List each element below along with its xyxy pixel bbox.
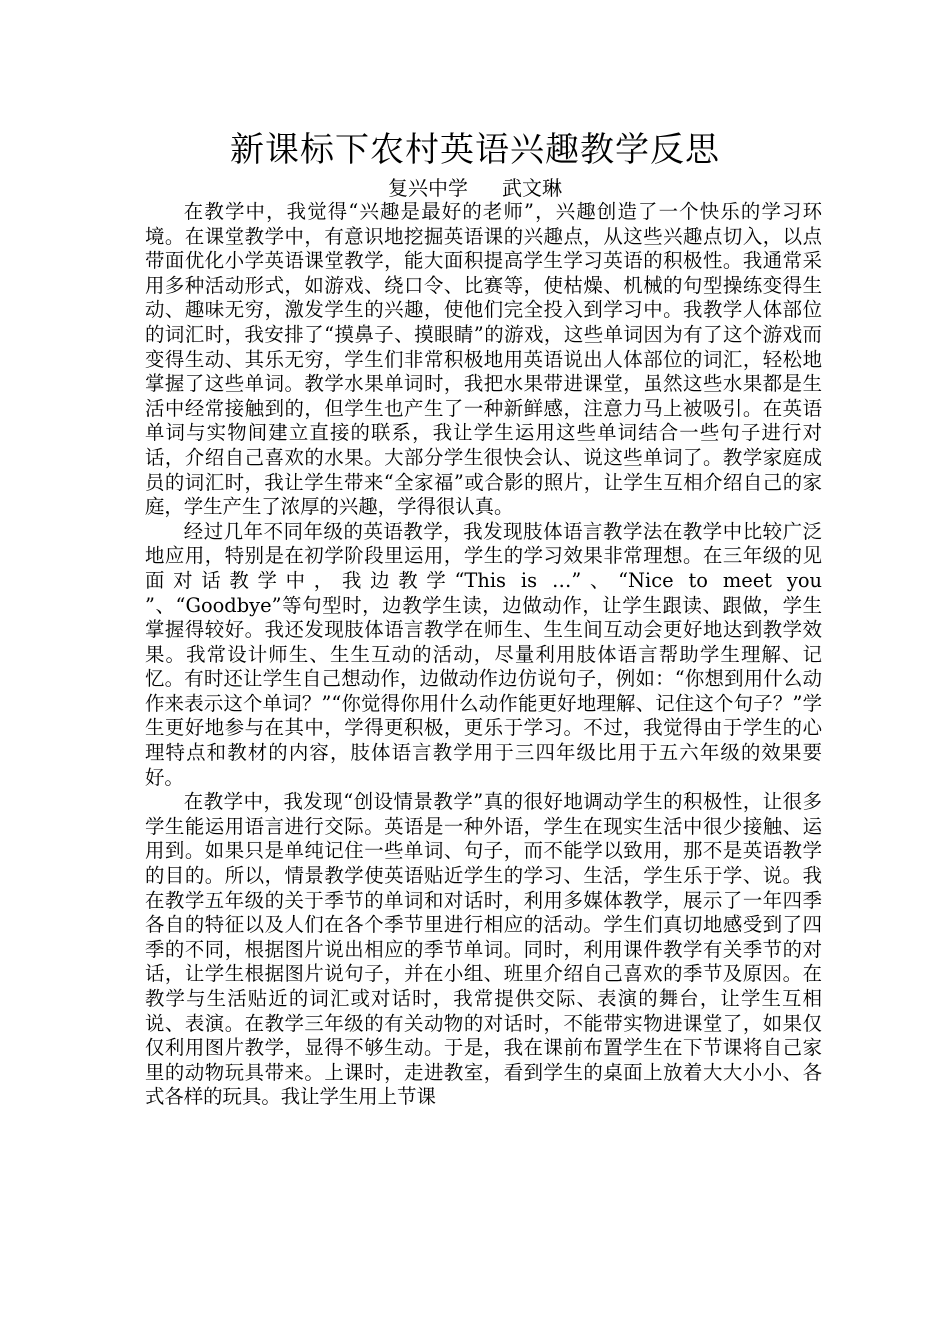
paragraph: 在教学中，我觉得“兴趣是最好的老师”，兴趣创造了一个快乐的学习环境。在课堂教学中，有意识地挖掘英语课的兴趣点，从这些兴趣点切入，以点带面优化小学英语课堂教学，能大面积提高学生学习英语的积极性。我通常采用多种活动形式，如游戏、绕口令、比赛等，使枯燥、机械的句型操练变得生动、趣味无穷，激发学生的兴趣，使他们完全投入到学习中。我教学人体部位的词汇时，我安排了“摸鼻子、摸眼睛”的游戏，这些单词因为有了这个游戏而变得生动、其乐无穷，学生们非常积极地用英语说出人体部位的词汇，轻松地掌握了这些单词。教学水果单词时，我把水果带进课堂，虽然这些水果都是生活中经常接触到的，但学生也产生了一种新鲜感，注意力马上被吸引。在英语单词与实物间建立直接的联系，我让学生运用这些单词结合一些句子进行对话，介绍自己喜欢的水果。大部分学生很快会认、说这些单词了。教学家庭成员的词汇时，我让学生带来“全家福”或合影的照片，让学生互相介绍自己的家庭，学生产生了浓厚的兴趣，学得很认真。 xyxy=(145,200,822,519)
paragraph: 在教学中，我发现“创设情景教学”真的很好地调动学生的积极性，让很多学生能运用语言进行交际。英语是一种外语，学生在现实生活中很少接触、运用到。如果只是单纯记住一些单词、句子，而不能学以致用，那不是英语教学的目的。所以，情景教学使英语贴近学生的学习、生活，学生乐于学、说。我在教学五年级的关于季节的单词和对话时，利用多媒体教学，展示了一年四季各自的特征以及人们在各个季节里进行相应的活动。学生们真切地感受到了四季的不同，根据图片说出相应的季节单词。同时，利用课件教学有关季节的对话，让学生根据图片说句子，并在小组、班里介绍自己喜欢的季节及原因。在教学与生活贴近的词汇或对话时，我常提供交际、表演的舞台，让学生互相说、表演。在教学三年级的有关动物的对话时，不能带实物进课堂了，如果仅仅利用图片教学，显得不够生动。于是，我在课前布置学生在下节课将自己家里的动物玩具带来。上课时，走进教室，看到学生的桌面上放着大大小小、各式各样的玩具。我让学生用上节课 xyxy=(145,790,822,1109)
paragraph: 经过几年不同年级的英语教学，我发现肢体语言教学法在教学中比较广泛地应用，特别是在初学阶段里运用，学生的学习效果非常理想。在三年级的见面对话教学中，我边教学“This is …”、“Nice to meet you ”、“Goodbye”等句型时，边教学生读，边做动作，让学生跟读、跟做，学生掌握得较好。我还发现肢体语言教学在师生、生生间互动会更好地达到教学效果。我常设计师生、生生互动的活动，尽量利用肢体语言帮助学生理解、记忆。有时还让学生自己想动作，边做动作边仿说句子，例如：“你想到用什么动作来表示这个单词？”“你觉得你用什么动作能更好地理解、记住这个句子？”学生更好地参与在其中，学得更积极，更乐于学习。不过，我觉得由于学生的心理特点和教材的内容，肢体语言教学用于三四年级比用于五六年级的效果要好。 xyxy=(145,519,822,789)
document-title: 新课标下农村英语兴趣教学反思 xyxy=(230,130,720,170)
document-body xyxy=(145,200,822,1110)
byline xyxy=(0,175,950,201)
school-name: 复兴中学 xyxy=(388,176,468,200)
author-name: 武文琳 xyxy=(502,176,562,200)
